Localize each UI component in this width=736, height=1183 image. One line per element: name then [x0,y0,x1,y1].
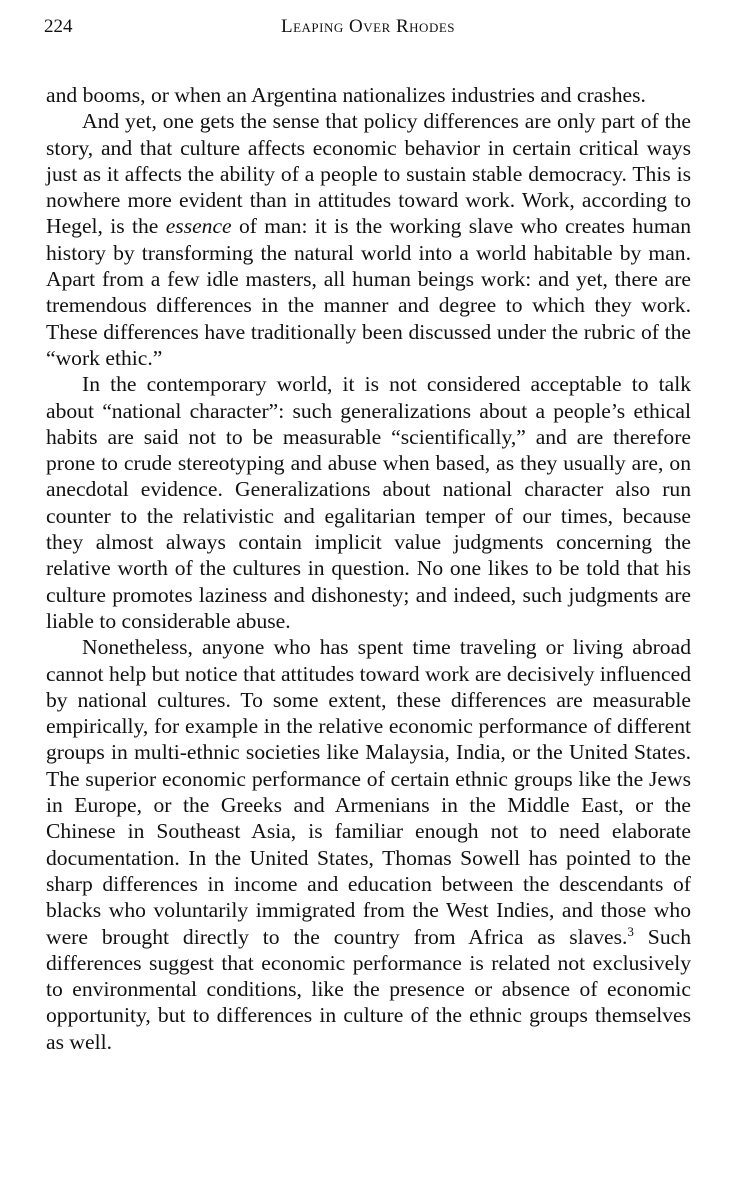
paragraph-text: and booms, or when an Argentina nationalizes industries and crashes. [46,83,646,107]
body-text [46,82,691,1055]
paragraph-continued [46,82,691,108]
footnote-marker: 3 [627,923,634,939]
paragraph-national-cultures [46,634,691,1055]
page-header [44,16,692,44]
paragraph-national-character [46,371,691,634]
paragraph-text: of man: it is the working slave who creates human history by transforming the natural world into a world habitable by man. Apart from a few idle masters, all human beings work: and yet, there are tremendous differences in the manner and degree to which they work. These differences have traditionally been discussed under the rubric of the “work ethic.” [46,214,692,370]
running-head: Leaping Over Rhodes [281,16,455,37]
paragraph-work-ethic [46,108,691,371]
paragraph-text: And yet, one gets the sense that policy differences are only part of the story, and that culture affects economic behavior in certain critical ways just as it affects the ability of a people to sustain stable democracy. This is nowhere more evident than in attitudes toward work. Work, according to Hegel, is the [46,109,691,239]
paragraph-text: Such differences suggest that economic performance is related not exclusively to environmental conditions, like the presence or absence of economic opportunity, but to differences in culture of the ethnic groups themselves as well. [46,924,691,1054]
paragraph-text: In the contemporary world, it is not considered acceptable to talk about “national character”: such generalizations about a people’s ethical habits are said not to be measurable “scientifically,” and are therefore prone to crude stereotyping and abuse when based, as they usually are, on anecdotal evidence. Generalizations about national character also run counter to the relativistic and egalitarian temper of our times, because they almost always contain implicit value judgments concerning the relative worth of the cultures in question. No one likes to be told that his culture promotes laziness and dishonesty; and indeed, such judgments are liable to considerable abuse. [46,372,691,633]
paragraph-text: Nonetheless, anyone who has spent time traveling or living abroad cannot help but notice that attitudes toward work are decisively influenced by national cultures. To some extent, these differences are measurable empirically, for example in the relative economic performance of different groups in multi-ethnic societies like Malaysia, India, or the United States. The superior economic performance of certain ethnic groups like the Jews in Europe, or the Greeks and Armenians in the Middle East, or the Chinese in Southeast Asia, is familiar enough not to need elaborate documentation. In the United States, Thomas Sowell has pointed to the sharp differences in income and education between the descendants of blacks who voluntarily immigrated from the West Indies, and those who were brought directly to the country from Africa as slaves. [46,635,691,949]
page-number: 224 [44,16,73,37]
emphasis-essence: essence [165,214,232,239]
